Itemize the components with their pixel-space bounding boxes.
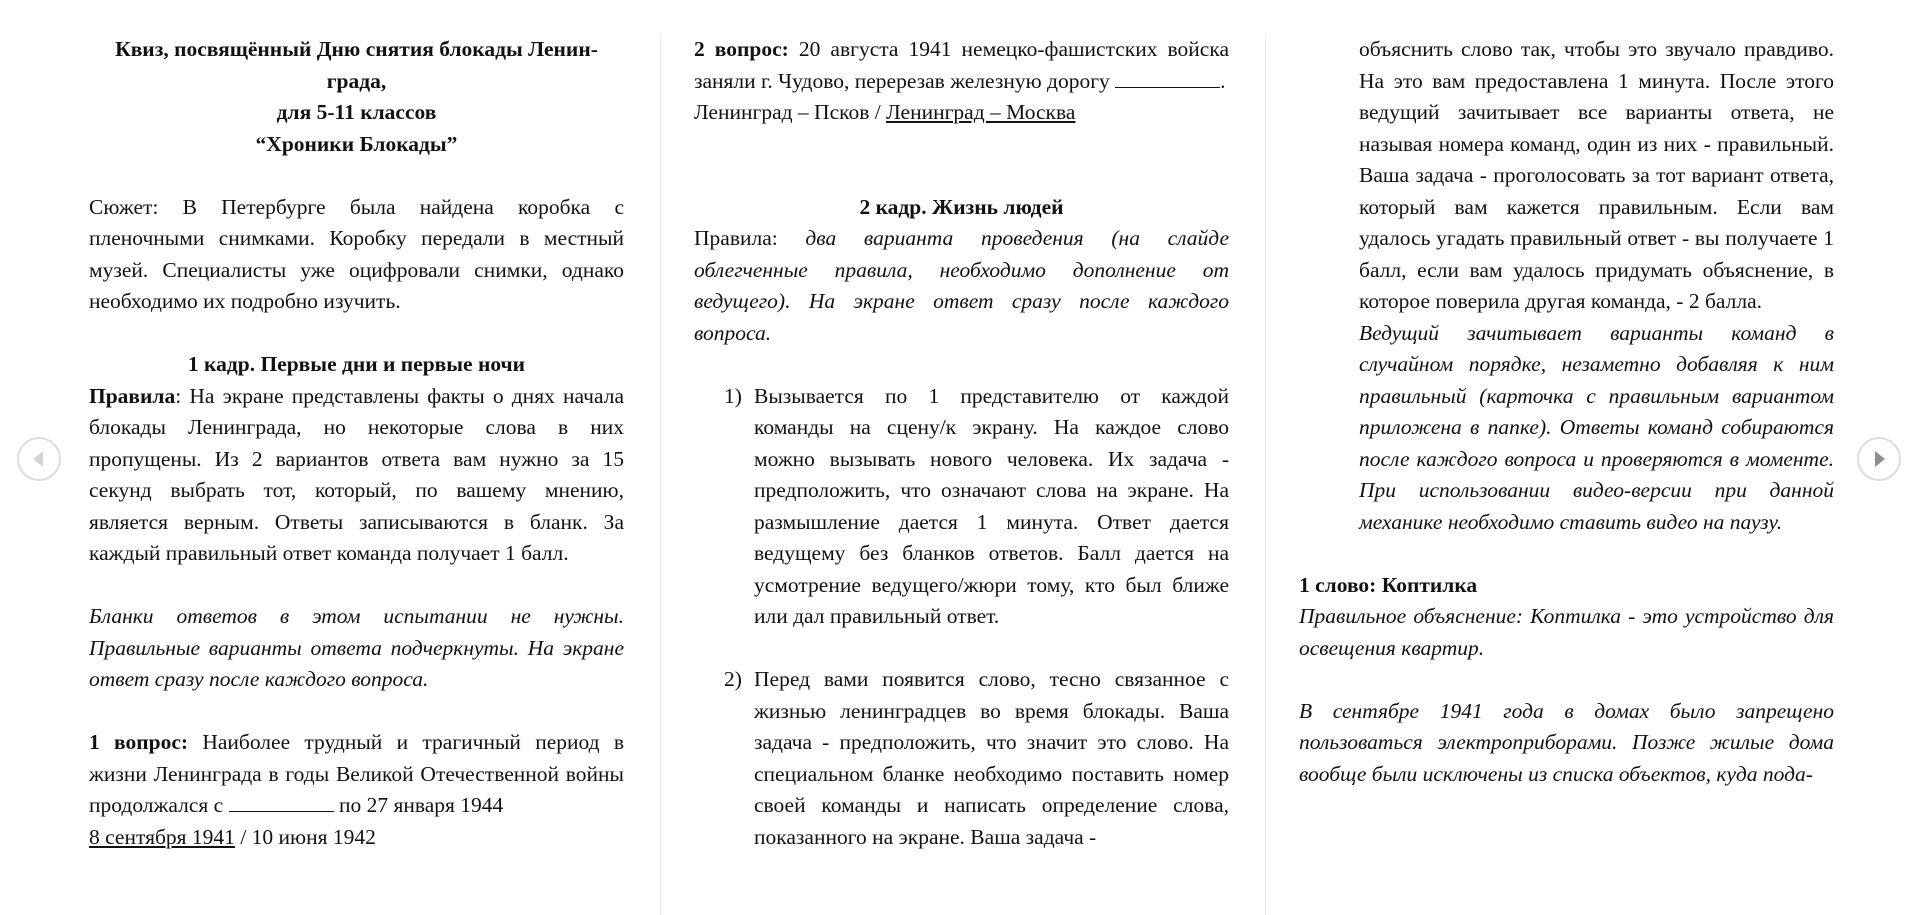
column-divider-right (1265, 34, 1266, 915)
question-2-label: 2 вопрос: (694, 37, 789, 61)
document-subtitle: для 5-11 классов (276, 100, 437, 124)
question-2-text: 20 августа 1941 немецко-фашистских войска заняли г. Чудово, перерезав железную дорогу (694, 37, 1230, 93)
answer-blank (229, 793, 334, 812)
question-1-text: Наиболее трудный и трагичный период в жизни Ленинграда в годы Великой Отечественной войны продолжался с (89, 730, 624, 817)
question-1-end: по 27 января 1944 (333, 793, 504, 817)
question-1-label: 1 вопрос: (89, 730, 189, 754)
next-page-button[interactable] (1857, 437, 1901, 481)
frame2-rules-prefix: Правила: (694, 226, 806, 250)
document-column-3 (1299, 34, 1834, 790)
document-title-line-1: Квиз, посвящённый Дню снятия блокады Ленин- (115, 37, 598, 61)
list-item-number: 1) (724, 383, 742, 408)
question-2-correct-option: Ленинград – Москва (886, 100, 1076, 124)
list-item (694, 381, 1229, 633)
list-item-text: Вызывается по 1 представителю от каждой команды на сцену/к экрану. На каждое слово можно вызывать нового человека. Их задача - предположить, что означают слова на экране. На размышление дается 1 минута. Ответ дается ведущему без бланков ответов. Балл дается на усмотрение ведущего/жюри тому, кто был ближе или дал правильный ответ. (754, 383, 1229, 628)
document-title-line-2: града, (326, 68, 387, 93)
frame2-heading: 2 кадр. Жизнь людей (859, 194, 1064, 219)
frame1-heading: 1 кадр. Первые дни и первые ночи (187, 352, 526, 376)
question-2 (694, 34, 1229, 97)
frame2-rules (694, 223, 1229, 349)
frame2-rules-italic: два варианта проведения (на слайде облегченные правила, необходимо дополнение от ведущего). На экране ответ сразу после каждого вопроса. (694, 226, 1229, 345)
list-item (694, 664, 1229, 853)
frame1-rules (89, 381, 624, 570)
list-item-text: Перед вами появится слово, тесно связанное с жизнью ленинградцев во время блокады. Ваша задача - предположить, что значит это слово. На специальном бланке необходимо поставить номер своей команды и написать определение слова, показанного на экране. Ваша задача - (754, 667, 1229, 849)
list-item-host-note: Ведущий зачитывает варианты команд в случайном порядке, незаметно добавляя к ним правильный (карточка с правильным вариантом приложена в папке). Ответы команд собираются после каждого вопроса и проверяются в моменте. При использовании видео-версии при данной механике необходимо ставить видео на паузу. (1359, 320, 1834, 534)
question-2-end: . (1220, 68, 1226, 93)
word1-definition: Правильное объяснение: Коптилка - это устройство для освещения квартир. (1299, 604, 1834, 660)
question-2-wrong-option: Ленинград – Псков / (694, 100, 887, 124)
answer-blank (1115, 69, 1220, 88)
list-item-number: 2) (724, 667, 742, 691)
question-1-options (89, 822, 624, 854)
list-item-continuation: объяснить слово так, чтобы это звучало правдиво. На это вам предоставлена 1 минута. После этого ведущий зачитывает все варианты ответа, не называя номера команд, один из них - правильный. Ваша задача - проголосовать за тот вариант ответа, который вам кажется правильным. Если вам удалось угадать правильный ответ - вы получаете 1 балл, если вам удалось придумать объяснение, в которое поверила другая команда, - 2 балла. (1359, 37, 1834, 313)
frame1-note: Бланки ответов в этом испытании не нужны. Правильные варианты ответа подчеркнуты. На экране ответ сразу после каждого вопроса. (89, 604, 624, 691)
word1-heading: 1 слово: Коптилка (1299, 572, 1478, 597)
previous-page-button[interactable] (17, 437, 61, 481)
column-divider-left (660, 34, 661, 915)
question-2-options (694, 97, 1229, 129)
question-1 (89, 727, 624, 822)
document-column-2 (694, 34, 1229, 853)
rules-label: Правила (89, 383, 176, 408)
rules-text: : На экране представлены факты о днях начала блокады Ленинграда, но некоторые слова в них пропущены. Из 2 вариантов ответа вам нужно за 15 секунд выбрать тот, который, по вашему мнению, является верным. Ответы записываются в бланк. За каждый правильный ответ команда получает 1 балл. (89, 383, 624, 565)
quiz-name: “Хроники Блокады” (255, 131, 458, 156)
word1-story: В сентябре 1941 года в домах было запрещено пользоваться электроприборами. Позже жилые дома вообще были исключены из списка объектов, куда пода- (1299, 698, 1834, 786)
question-1-correct-option: 8 сентября 1941 (89, 824, 235, 849)
plot-paragraph: Сюжет: В Петербурге была найдена коробка с пленочными снимками. Коробку передали в местный музей. Специалисты уже оцифровали снимки, однако необходимо их подробно изучить. (89, 194, 624, 313)
document-column-1 (89, 34, 624, 853)
question-1-wrong-option: / 10 июня 1942 (234, 824, 376, 849)
